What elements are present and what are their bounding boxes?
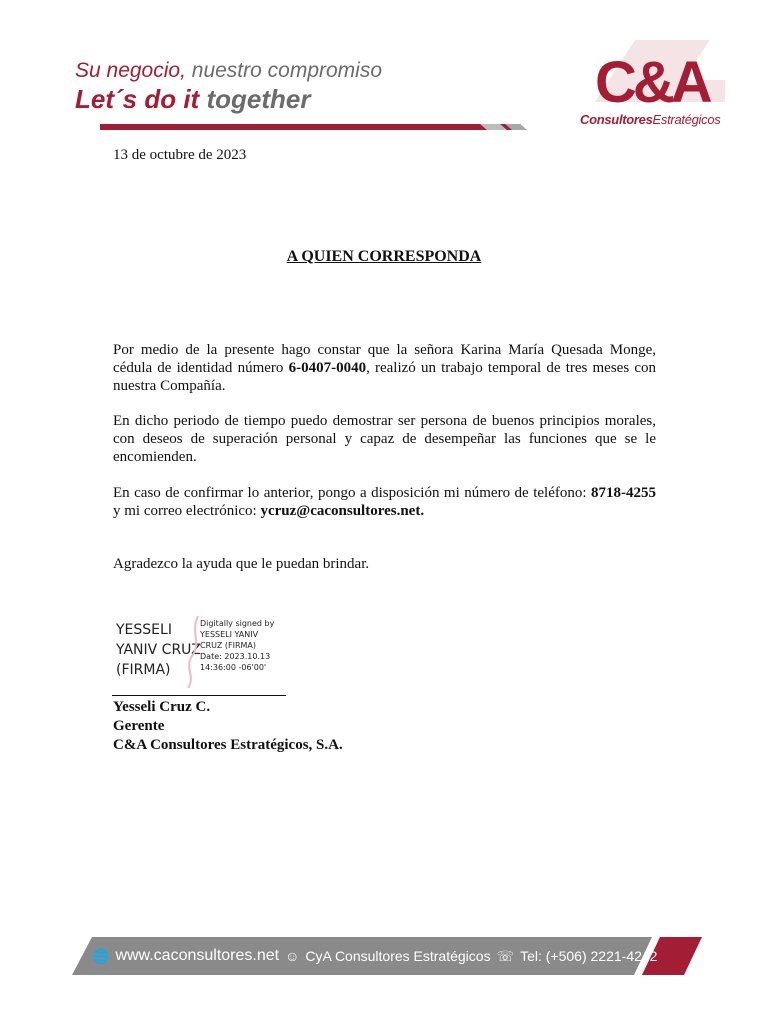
- footer-website[interactable]: www.caconsultores.net: [115, 947, 280, 964]
- email-address: ycruz@caconsultores.net.: [260, 503, 425, 519]
- signature-details: [200, 618, 274, 673]
- footer-social: CyA Consultores Estratégicos: [305, 948, 491, 964]
- signature-detail-5: 14:36:00 -06'00': [200, 663, 267, 672]
- paragraph-3-part-a: En caso de confirmar lo anterior, pongo a disposición mi número de teléfono:: [113, 485, 591, 501]
- header-slogan: [75, 58, 382, 114]
- footer-phone: Tel: (+506) 2221-4242: [520, 948, 658, 964]
- logo-text: C&A: [595, 50, 709, 115]
- signature-name-line-3: (FIRMA): [116, 662, 171, 678]
- slogan-line-2-gray: together: [206, 84, 311, 114]
- signature-name-line-1: YESSELI: [116, 622, 172, 638]
- paragraph-1-part-b: , realizó un trabajo temporal de tres meses con nuestra Compañía.: [113, 360, 656, 394]
- paragraph-4: Agradezco la ayuda que le puedan brindar.: [113, 556, 370, 572]
- logo-tagline-bold: Consultores: [580, 112, 653, 127]
- paragraph-3: [113, 484, 656, 520]
- letter-date: 13 de octubre de 2023: [113, 147, 247, 163]
- slogan-line-1: [75, 58, 382, 84]
- signature-detail-4: Date: 2023.10.13: [200, 652, 271, 661]
- signature-detail-3: CRUZ (FIRMA): [200, 641, 257, 650]
- signer-name: Yesseli Cruz C.: [113, 699, 211, 715]
- signature-name-line-2: YANIV CRUZ: [116, 642, 201, 658]
- logo-tagline-rest: Estratégicos: [652, 112, 721, 127]
- phone-number: 8718-4255: [591, 485, 656, 501]
- signer-title: Gerente: [113, 718, 165, 734]
- signer-company: C&A Consultores Estratégicos, S.A.: [113, 737, 343, 753]
- signature-line: [112, 695, 286, 696]
- paragraph-1-part-a: Por medio de la presente hago constar que la señora Karina María Quesada Monge, cédula de identidad número: [113, 342, 656, 376]
- phone-icon: ☏: [496, 947, 515, 964]
- paragraph-1: [113, 341, 656, 395]
- id-number: 6-0407-0040: [288, 360, 367, 376]
- slogan-line-2: [75, 84, 382, 114]
- footer-contact: [92, 944, 658, 968]
- paragraph-3-part-b: y mi correo electrónico:: [113, 503, 261, 519]
- letter-heading: [0, 248, 768, 266]
- signature-detail-1: Digitally signed by: [200, 619, 275, 628]
- globe-icon: 🌐: [92, 947, 110, 964]
- slogan-line-2-red: Let´s do it: [75, 84, 200, 114]
- slogan-line-1-gray: nuestro compromiso: [191, 59, 383, 82]
- logo-tagline: [580, 112, 720, 127]
- closing-block: [113, 698, 343, 755]
- paragraph-2: En dicho periodo de tiempo puedo demostrar ser persona de buenos principios morales, con deseos de superación personal y capaz de desempeñar las funciones que se le encomienden.: [113, 413, 656, 465]
- signature-detail-2: YESSELI YANIV: [200, 630, 259, 639]
- letter-heading-text: A QUIEN CORRESPONDA: [286, 248, 482, 265]
- social-icon: ☺: [285, 948, 300, 964]
- slogan-line-1-red: Su negocio,: [75, 59, 186, 82]
